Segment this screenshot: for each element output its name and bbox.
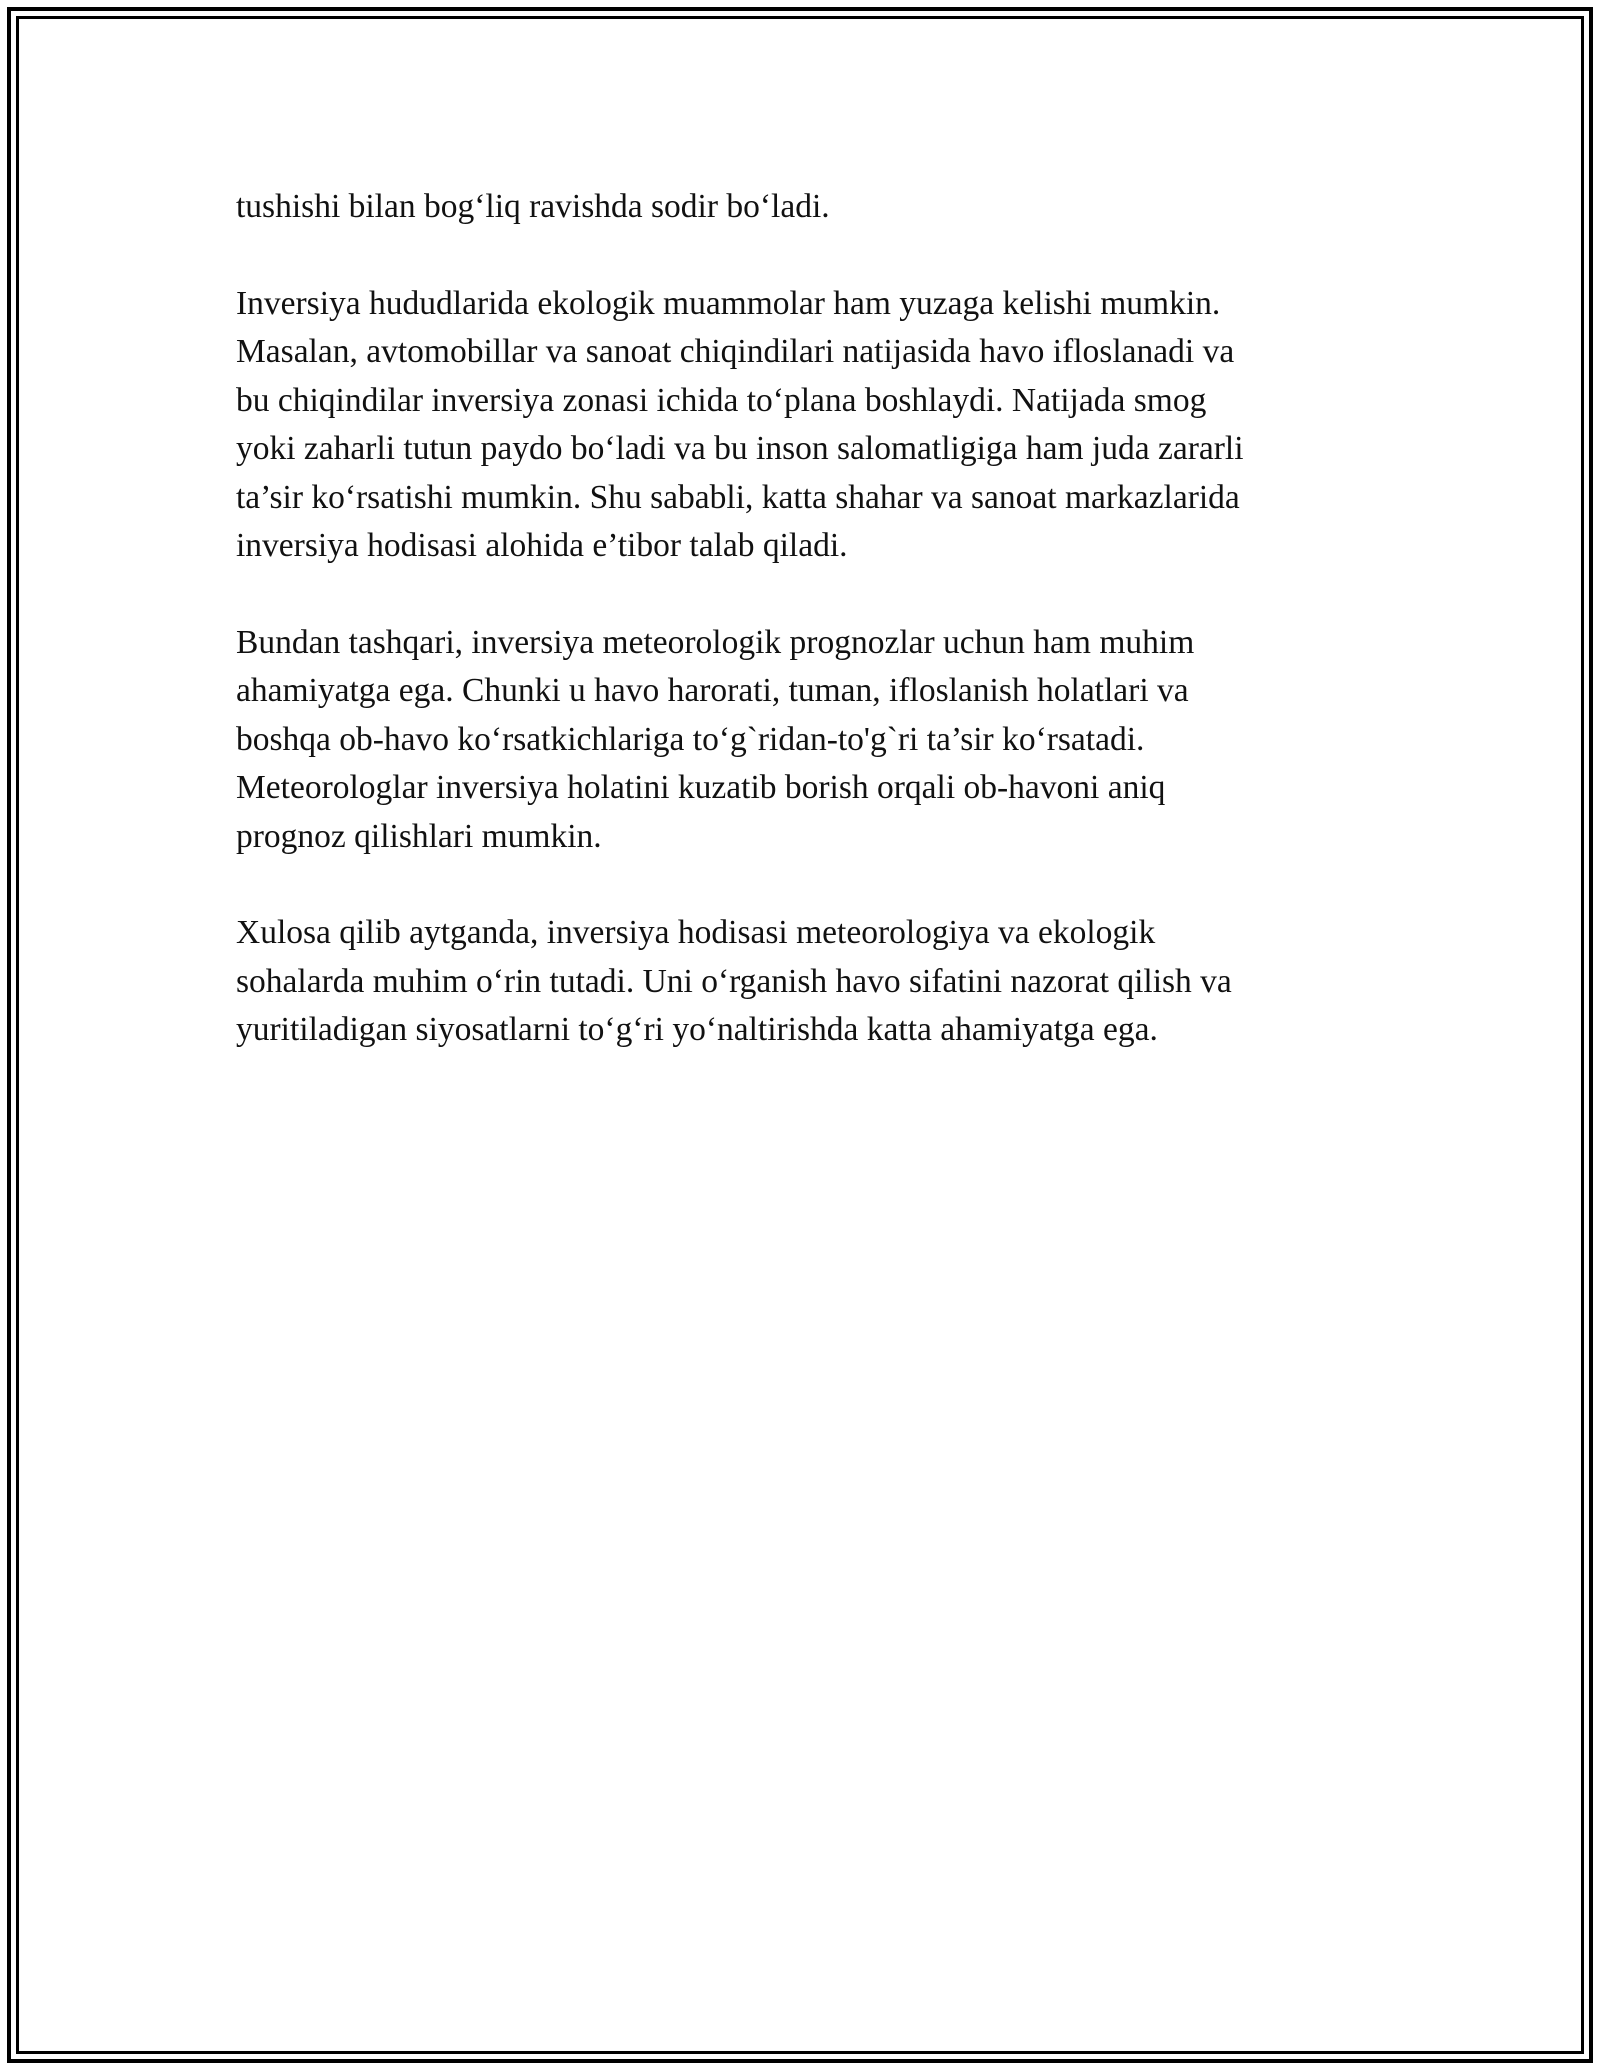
paragraph-ecological-problems: Inversiya hududlarida ekologik muammolar ham yuzaga kelishi mumkin. Masalan, avtomobillar va sanoat chiqindilari natijasida havo ifloslanadi va bu chiqindilar inversiya zonasi ichida to‘plana boshlaydi. Natijada smog yoki zaharli tutun paydo bo‘ladi va bu inson salomatligiga ham juda zararli ta’sir ko‘rsatishi mumkin. Shu sababli, katta shahar va sanoat markazlarida inversiya hodisasi alohida e’tibor talab qiladi. (236, 284, 1244, 564)
paragraph-conclusion: Xulosa qilib aytganda, inversiya hodisasi meteorologiya va ekologik sohalarda muhim o‘rin tutadi. Uni o‘rganish havo sifatini nazorat qilish va yuritiladigan siyosatlarni to‘g‘ri yo‘naltirishda katta ahamiyatga ega. (236, 914, 1232, 1048)
paragraph-meteorological-forecasts: Bundan tashqari, inversiya meteorologik prognozlar uchun ham muhim ahamiyatga ega. Chunki u havo harorati, tuman, ifloslanish holatlari va boshqa ob-havo ko‘rsatkichlariga to‘g`ridan-to'g`ri ta’sir ko‘rsatadi. Meteorologlar inversiya holatini kuzatib borish orqali ob-havoni aniq prognoz qilishlari mumkin. (236, 623, 1195, 855)
document-body (236, 183, 1376, 1055)
paragraph-continuation: tushishi bilan bog‘liq ravishda sodir bo‘ladi. (236, 188, 830, 225)
